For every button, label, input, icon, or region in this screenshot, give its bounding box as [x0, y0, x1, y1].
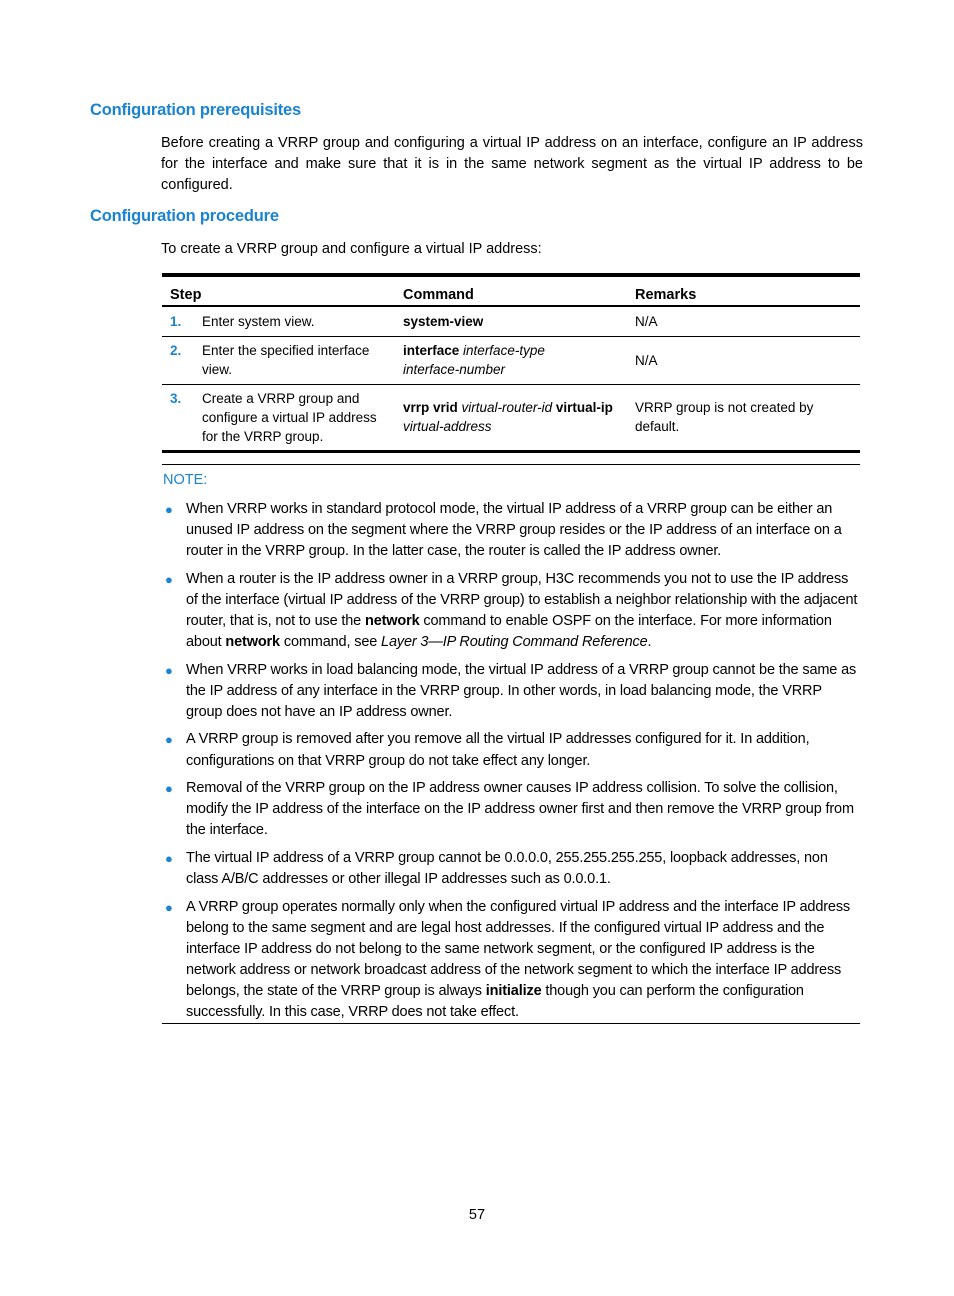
note-text: When VRRP works in standard protocol mode, the virtual IP address of a VRRP group can be either an unused IP address on the segment where the VRRP group resides or the IP address of an interface on a router in the VRRP group. In the latter case, the router is called the IP address owner.: [186, 501, 842, 560]
command-cell: [395, 336, 627, 384]
list-item: [163, 778, 860, 841]
note-text: .: [647, 634, 652, 651]
remarks-cell: VRRP group is not created by default.: [627, 384, 860, 451]
header-command: Command: [395, 275, 627, 306]
heading-configuration-prerequisites: Configuration prerequisites: [90, 101, 301, 119]
steps-table: [162, 273, 860, 453]
note-bottom-rule: [162, 1023, 860, 1024]
note-text: When VRRP works in load balancing mode, the virtual IP address of a VRRP group cannot be the same as the IP address of any interface in the VRRP group. In other words, in load balancing mode, the VRRP group does not have an IP address owner.: [186, 661, 857, 720]
note-text: command, see: [279, 634, 382, 651]
step-cell: [162, 306, 395, 336]
command-cell: [395, 384, 627, 451]
bullet-icon: ●: [165, 899, 173, 915]
bullet-icon: ●: [165, 850, 173, 866]
table-row: [162, 306, 860, 336]
header-remarks: Remarks: [627, 275, 860, 306]
note-text: The virtual IP address of a VRRP group cannot be 0.0.0.0, 255.255.255.255, loopback addresses, non class A/B/C addresses or other illegal IP addresses such as 0.0.0.1.: [186, 849, 828, 887]
command-argument: interface-type: [463, 343, 545, 358]
table-row: [162, 336, 860, 384]
procedure-intro: To create a VRRP group and configure a virtual IP address:: [161, 241, 542, 257]
note-list: [163, 499, 860, 1030]
step-description: Enter the specified interface view.: [202, 343, 370, 377]
initialize-keyword: initialize: [485, 982, 542, 999]
step-number: 1.: [170, 313, 182, 329]
header-step: Step: [162, 275, 395, 306]
bullet-icon: ●: [165, 502, 173, 517]
table-header-row: [162, 275, 860, 306]
list-item: [163, 848, 860, 890]
heading-configuration-procedure: Configuration procedure: [90, 207, 279, 225]
note-text: command to enable OSPF on the interface. For more information about: [186, 612, 832, 651]
list-item: [163, 729, 860, 771]
page-number: 57: [468, 1207, 486, 1223]
step-number: 2.: [170, 343, 182, 358]
list-item: [163, 499, 860, 562]
table-row: [162, 384, 860, 451]
command-cell: [395, 306, 627, 336]
bullet-icon: ●: [165, 732, 173, 748]
note-text: though you can perform the configuration successfully. In this case, VRRP does not take effect.: [186, 982, 804, 1021]
step-description: Enter system view.: [202, 313, 315, 329]
network-keyword: network: [225, 634, 280, 651]
note-text: Removal of the VRRP group on the IP address owner causes IP address collision. To solve the collision, modify the IP address of the interface on the IP address owner first and then remove the VRRP group from the interface.: [186, 780, 854, 839]
command-keyword: vrrp vrid: [403, 400, 458, 415]
command-argument: virtual-address: [403, 419, 492, 434]
note-top-rule: [162, 464, 860, 465]
bullet-icon: ●: [165, 781, 173, 797]
command-keyword: interface: [403, 343, 460, 358]
note-label: NOTE:: [163, 472, 208, 488]
reference-title: Layer 3—IP Routing Command Reference: [381, 634, 648, 651]
command-argument: virtual-router-id: [461, 400, 553, 415]
remarks-cell: N/A: [627, 336, 860, 384]
note-text: When a router is the IP address owner in a VRRP group, H3C recommends you not to use the IP address of the interface (virtual IP address of the VRRP group) to establish a neighbor relationship with the adjacent router, that is, not to use the: [186, 570, 858, 629]
remarks-cell: N/A: [627, 306, 860, 336]
bullet-icon: ●: [165, 662, 173, 678]
command-keyword: virtual-ip: [555, 400, 613, 415]
step-cell: [162, 384, 395, 451]
list-item: [163, 660, 860, 723]
note-text: A VRRP group is removed after you remove all the virtual IP addresses configured for it. In addition, configurations on that VRRP group do not take effect any longer.: [186, 731, 810, 769]
note-text: A VRRP group operates normally only when the configured virtual IP address and the interface IP address belong to the same segment and are legal host addresses. If the configured virtual IP address and the interface IP address do not belong to the same network segment, or the configured IP address is the network address or network broadcast address of the network segment to which the interface IP address belongs, the state of the VRRP group is always: [186, 898, 851, 999]
list-item: [163, 897, 860, 1024]
network-keyword: network: [364, 612, 420, 629]
step-number: 3.: [170, 390, 182, 406]
command-argument: interface-number: [403, 362, 506, 377]
prerequisites-paragraph: Before creating a VRRP group and configuring a virtual IP address on an interface, configure an IP address for the interface and make sure that it is in the same network segment as the virtual IP address to be configured.: [161, 135, 863, 193]
list-item: [163, 569, 860, 653]
step-description: Create a VRRP group and configure a virtual IP address for the VRRP group.: [202, 390, 377, 444]
bullet-icon: ●: [165, 571, 173, 587]
step-cell: [162, 336, 395, 384]
command-keyword: system-view: [403, 313, 484, 329]
